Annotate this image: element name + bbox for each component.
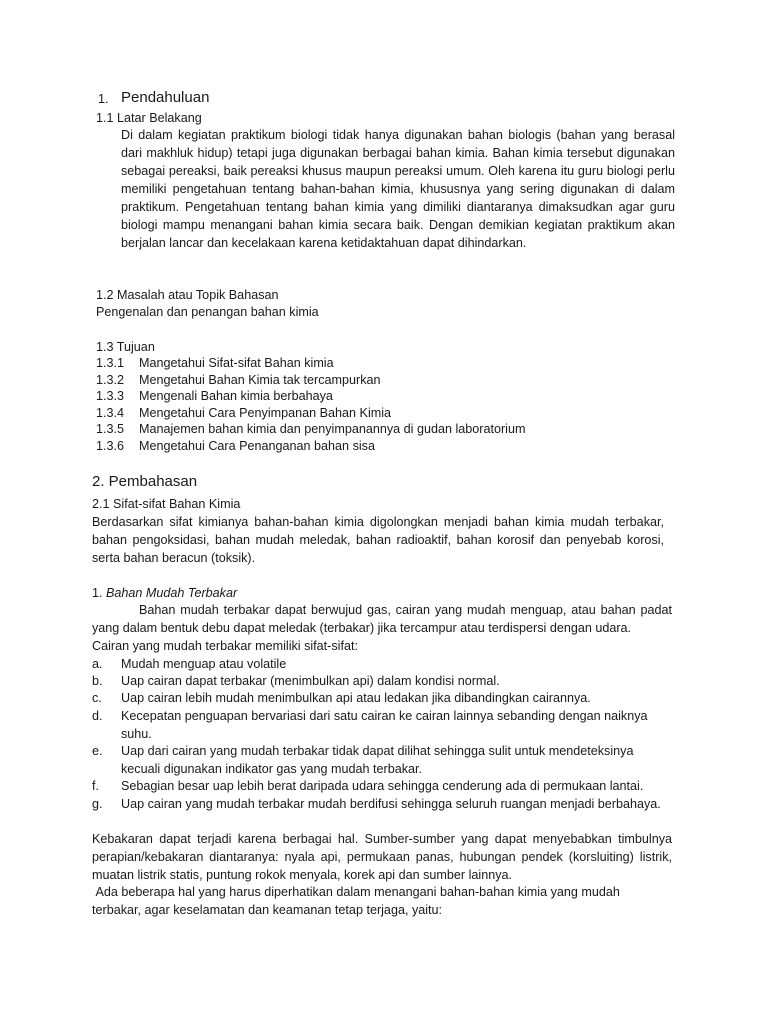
latar-paragraph: Di dalam kegiatan praktikum biologi tidak hanya digunakan bahan biologis (bahan yang berasal dari makhluk hidup) tetapi juga digunakan berbagai bahan kimia. Bahan kimia tersebut digunakan sebagai pereaksi, baik pereaksi khusus maupun pereaksi umum. Oleh karena itu guru biologi perlu memiliki pengetahuan tentang bahan-bahan kimia, khususnya yang sering digunakan di dalam praktikum. Pengetahuan tentang bahan kimia yang dimiliki diantaranya dimaksudkan agar guru biologi mampu menangani bahan kimia secara baik. Dengan demikian kegiatan praktikum akan berjalan lancar dan kecelakaan karena ketidaktahuan dapat dihindarkan. [121, 128, 675, 250]
tujuan-item-text: Mangetahui Sifat-sifat Bahan kimia [139, 356, 334, 370]
sifat-item-text: Sebagian besar uap lebih berat daripada udara sehingga cenderung ada di permukaan lantai. [121, 779, 644, 793]
section1-number: 1. [98, 92, 109, 106]
sifat-item-text: Uap cairan lebih mudah menimbulkan api atau ledakan jika dibandingkan cairannya. [121, 691, 591, 705]
tujuan-item-num: 1.3.2 [96, 373, 125, 387]
sifat-item-text: Uap cairan yang mudah terbakar mudah berdifusi sehingga seluruh ruangan menjadi berbahaya. [121, 797, 661, 811]
tujuan-item-text: Mengenali Bahan kimia berbahaya [139, 389, 333, 403]
tujuan-item-text: Manajemen bahan kimia dan penyimpanannya di gudan laboratorium [139, 422, 526, 436]
tujuan-heading: 1.3 Tujuan [96, 340, 155, 354]
latar-heading: 1.1 Latar Belakang [96, 111, 202, 125]
mudah-terbakar-heading [92, 584, 237, 602]
sifat-paragraph: Berdasarkan sifat kimianya bahan-bahan kimia digolongkan menjadi bahan kimia mudah terbakar, bahan pengoksidasi, bahan mudah meledak, bahan radioaktif, bahan korosif dan penyebab korosi, serta bahan beracun (toksik). [92, 515, 664, 565]
masalah-text: Pengenalan dan penangan bahan kimia [96, 305, 319, 319]
penanganan-paragraph: Ada beberapa hal yang harus diperhatikan dalam menangani bahan-bahan kimia yang mudah terbakar, agar keselamatan dan keamanan tetap terjaga, yaitu: [92, 885, 624, 917]
sifat-item-text: Uap dari cairan yang mudah terbakar tidak dapat dilihat sehingga sulit untuk mendeteksinya kecuali digunakan indikator gas yang mudah terbakar. [121, 744, 634, 776]
tujuan-item-num: 1.3.5 [96, 422, 125, 436]
tujuan-item-text: Mengetahui Cara Penanganan bahan sisa [139, 439, 375, 453]
tujuan-item-num: 1.3.4 [96, 406, 125, 420]
sifat-heading: 2.1 Sifat-sifat Bahan Kimia [92, 497, 241, 511]
section1-title: Pendahuluan [121, 89, 210, 106]
sifat-item-text: Mudah menguap atau volatile [121, 657, 287, 671]
tujuan-item-text: Mengetahui Bahan Kimia tak tercampurkan [139, 373, 381, 387]
mudah-terbakar-intro: Bahan mudah terbakar dapat berwujud gas, cairan yang mudah menguap, atau bahan padat yang dalam bentuk debu dapat meledak (terbakar) jika tercampur atau terdispersi dengan udara. [92, 603, 672, 635]
masalah-heading: 1.2 Masalah atau Topik Bahasan [96, 288, 279, 302]
sifat-item-text: Uap cairan dapat terbakar (menimbulkan api) dalam kondisi normal. [121, 674, 500, 688]
sifat-item-letter: a. [92, 657, 103, 671]
mudah-terbakar-number: 1. [92, 586, 103, 600]
mudah-terbakar-title: Bahan Mudah Terbakar [106, 586, 238, 600]
sifat-item-letter: e. [92, 744, 103, 758]
sifat-item-text: Kecepatan penguapan bervariasi dari satu cairan ke cairan lainnya sebanding dengan naiknya suhu. [121, 709, 648, 741]
sifat-item-letter: g. [92, 797, 103, 811]
sifat-item-letter: d. [92, 709, 103, 723]
sifat-item-letter: f. [92, 779, 99, 793]
tujuan-item-num: 1.3.1 [96, 356, 125, 370]
sifat-item-letter: b. [92, 674, 103, 688]
tujuan-item-text: Mengetahui Cara Penyimpanan Bahan Kimia [139, 406, 392, 420]
tujuan-item-num: 1.3.6 [96, 439, 125, 453]
kebakaran-paragraph: Kebakaran dapat terjadi karena berbagai hal. Sumber-sumber yang dapat menyebabkan timbulnya perapian/kebakaran diantaranya: nyala api, permukaan panas, hubungan pendek (korsluiting) listrik, muatan listrik statis, puntung rokok menyala, korek api dan sumber lainnya. [92, 832, 672, 882]
sifat-item-letter: c. [92, 691, 102, 705]
tujuan-item-num: 1.3.3 [96, 389, 125, 403]
section2-title: 2. Pembahasan [92, 473, 198, 490]
sifat-list-intro: Cairan yang mudah terbakar memiliki sifat-sifat: [92, 639, 358, 653]
